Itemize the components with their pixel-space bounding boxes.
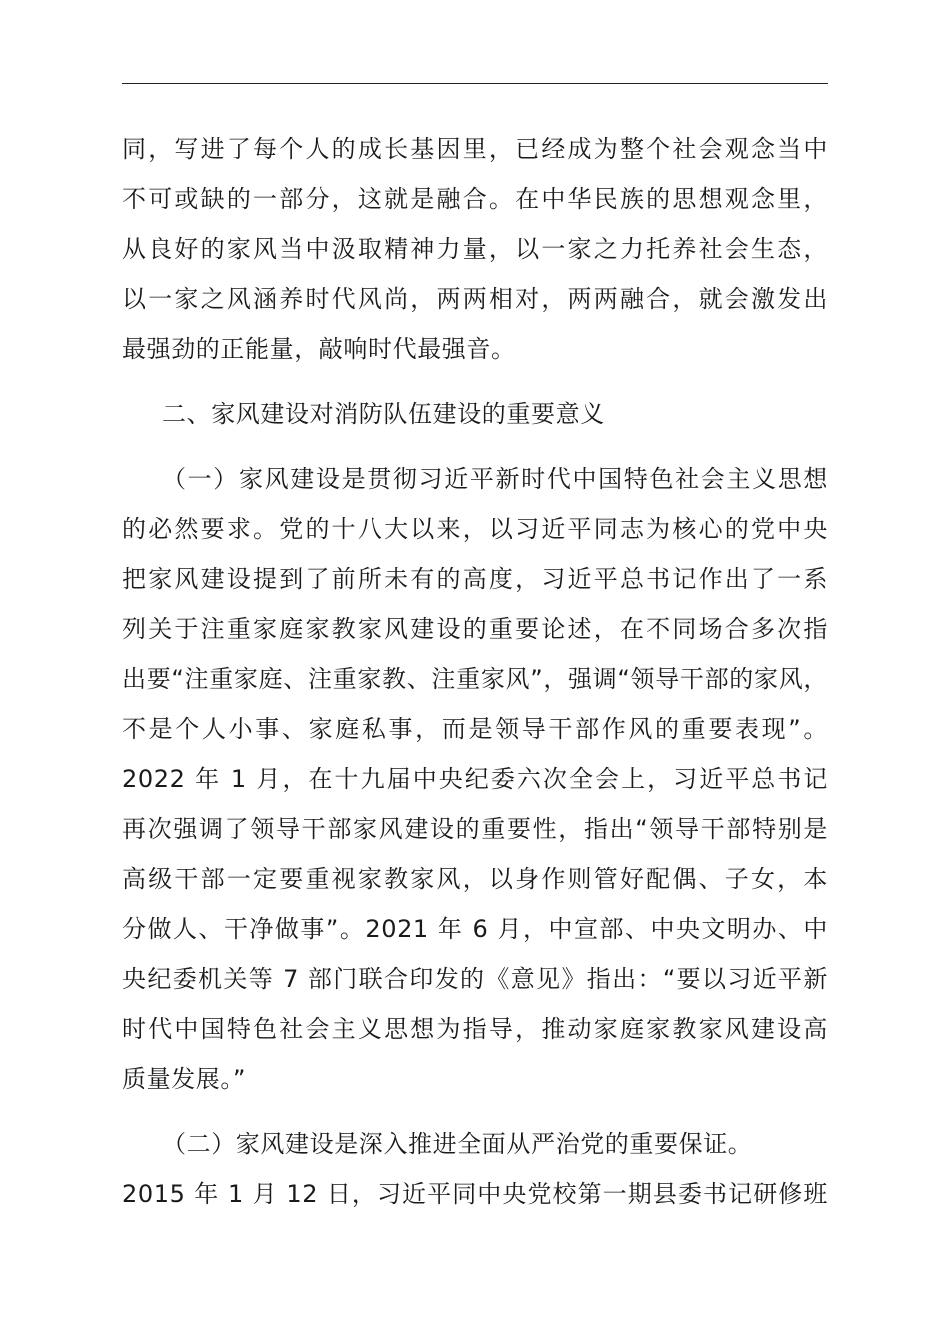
body-text-line: 高级干部一定要重视家教家风，以身作则管好配偶、子女，本 [122,865,828,893]
body-text-line: 的必然要求。党的十八大以来，以习近平同志为核心的党中央 [122,515,828,543]
body-text-line: 央纪委机关等 7 部门联合印发的《意见》指出：“要以习近平新 [122,965,828,993]
body-text-line: 时代中国特色社会主义思想为指导，推动家庭家教家风建设高 [122,1015,828,1043]
body-text-line: 2022 年 1 月，在十九届中央纪委六次全会上，习近平总书记 [122,765,828,793]
subsection-heading-line: （一）家风建设是贯彻习近平新时代中国特色社会主义思想 [162,465,828,493]
body-text-line: 列关于注重家庭家教家风建设的重要论述，在不同场合多次指 [122,615,828,643]
section-heading: 二、家风建设对消防队伍建设的重要意义 [162,400,605,428]
body-text-line: 质量发展。” [122,1065,247,1093]
header-rule [122,83,828,84]
body-text-line: 最强劲的正能量，敲响时代最强音。 [122,335,516,363]
body-text-line: 同，写进了每个人的成长基因里，已经成为整个社会观念当中 [122,135,828,163]
body-text-line: 以一家之风涵养时代风尚，两两相对，两两融合，就会激发出 [122,285,828,313]
body-text-line: 2015 年 1 月 12 日，习近平同中央党校第一期县委书记研修班 [122,1180,828,1208]
body-text-line: 分做人、干净做事”。2021 年 6 月，中宣部、中央文明办、中 [122,915,828,943]
body-text-line: 不可或缺的一部分，这就是融合。在中华民族的思想观念里， [122,185,828,213]
body-text-line: 从良好的家风当中汲取精神力量，以一家之力托养社会生态， [122,235,828,263]
body-text-line: 再次强调了领导干部家风建设的重要性，指出“领导干部特别是 [122,815,828,843]
body-text-line: 不是个人小事、家庭私事，而是领导干部作风的重要表现”。 [122,715,828,743]
body-text-line: 把家风建设提到了前所未有的高度，习近平总书记作出了一系 [122,565,828,593]
subsection-heading-line: （二）家风建设是深入推进全面从严治党的重要保证。 [162,1130,753,1158]
body-text-line: 出要“注重家庭、注重家教、注重家风”，强调“领导干部的家风， [122,665,828,693]
